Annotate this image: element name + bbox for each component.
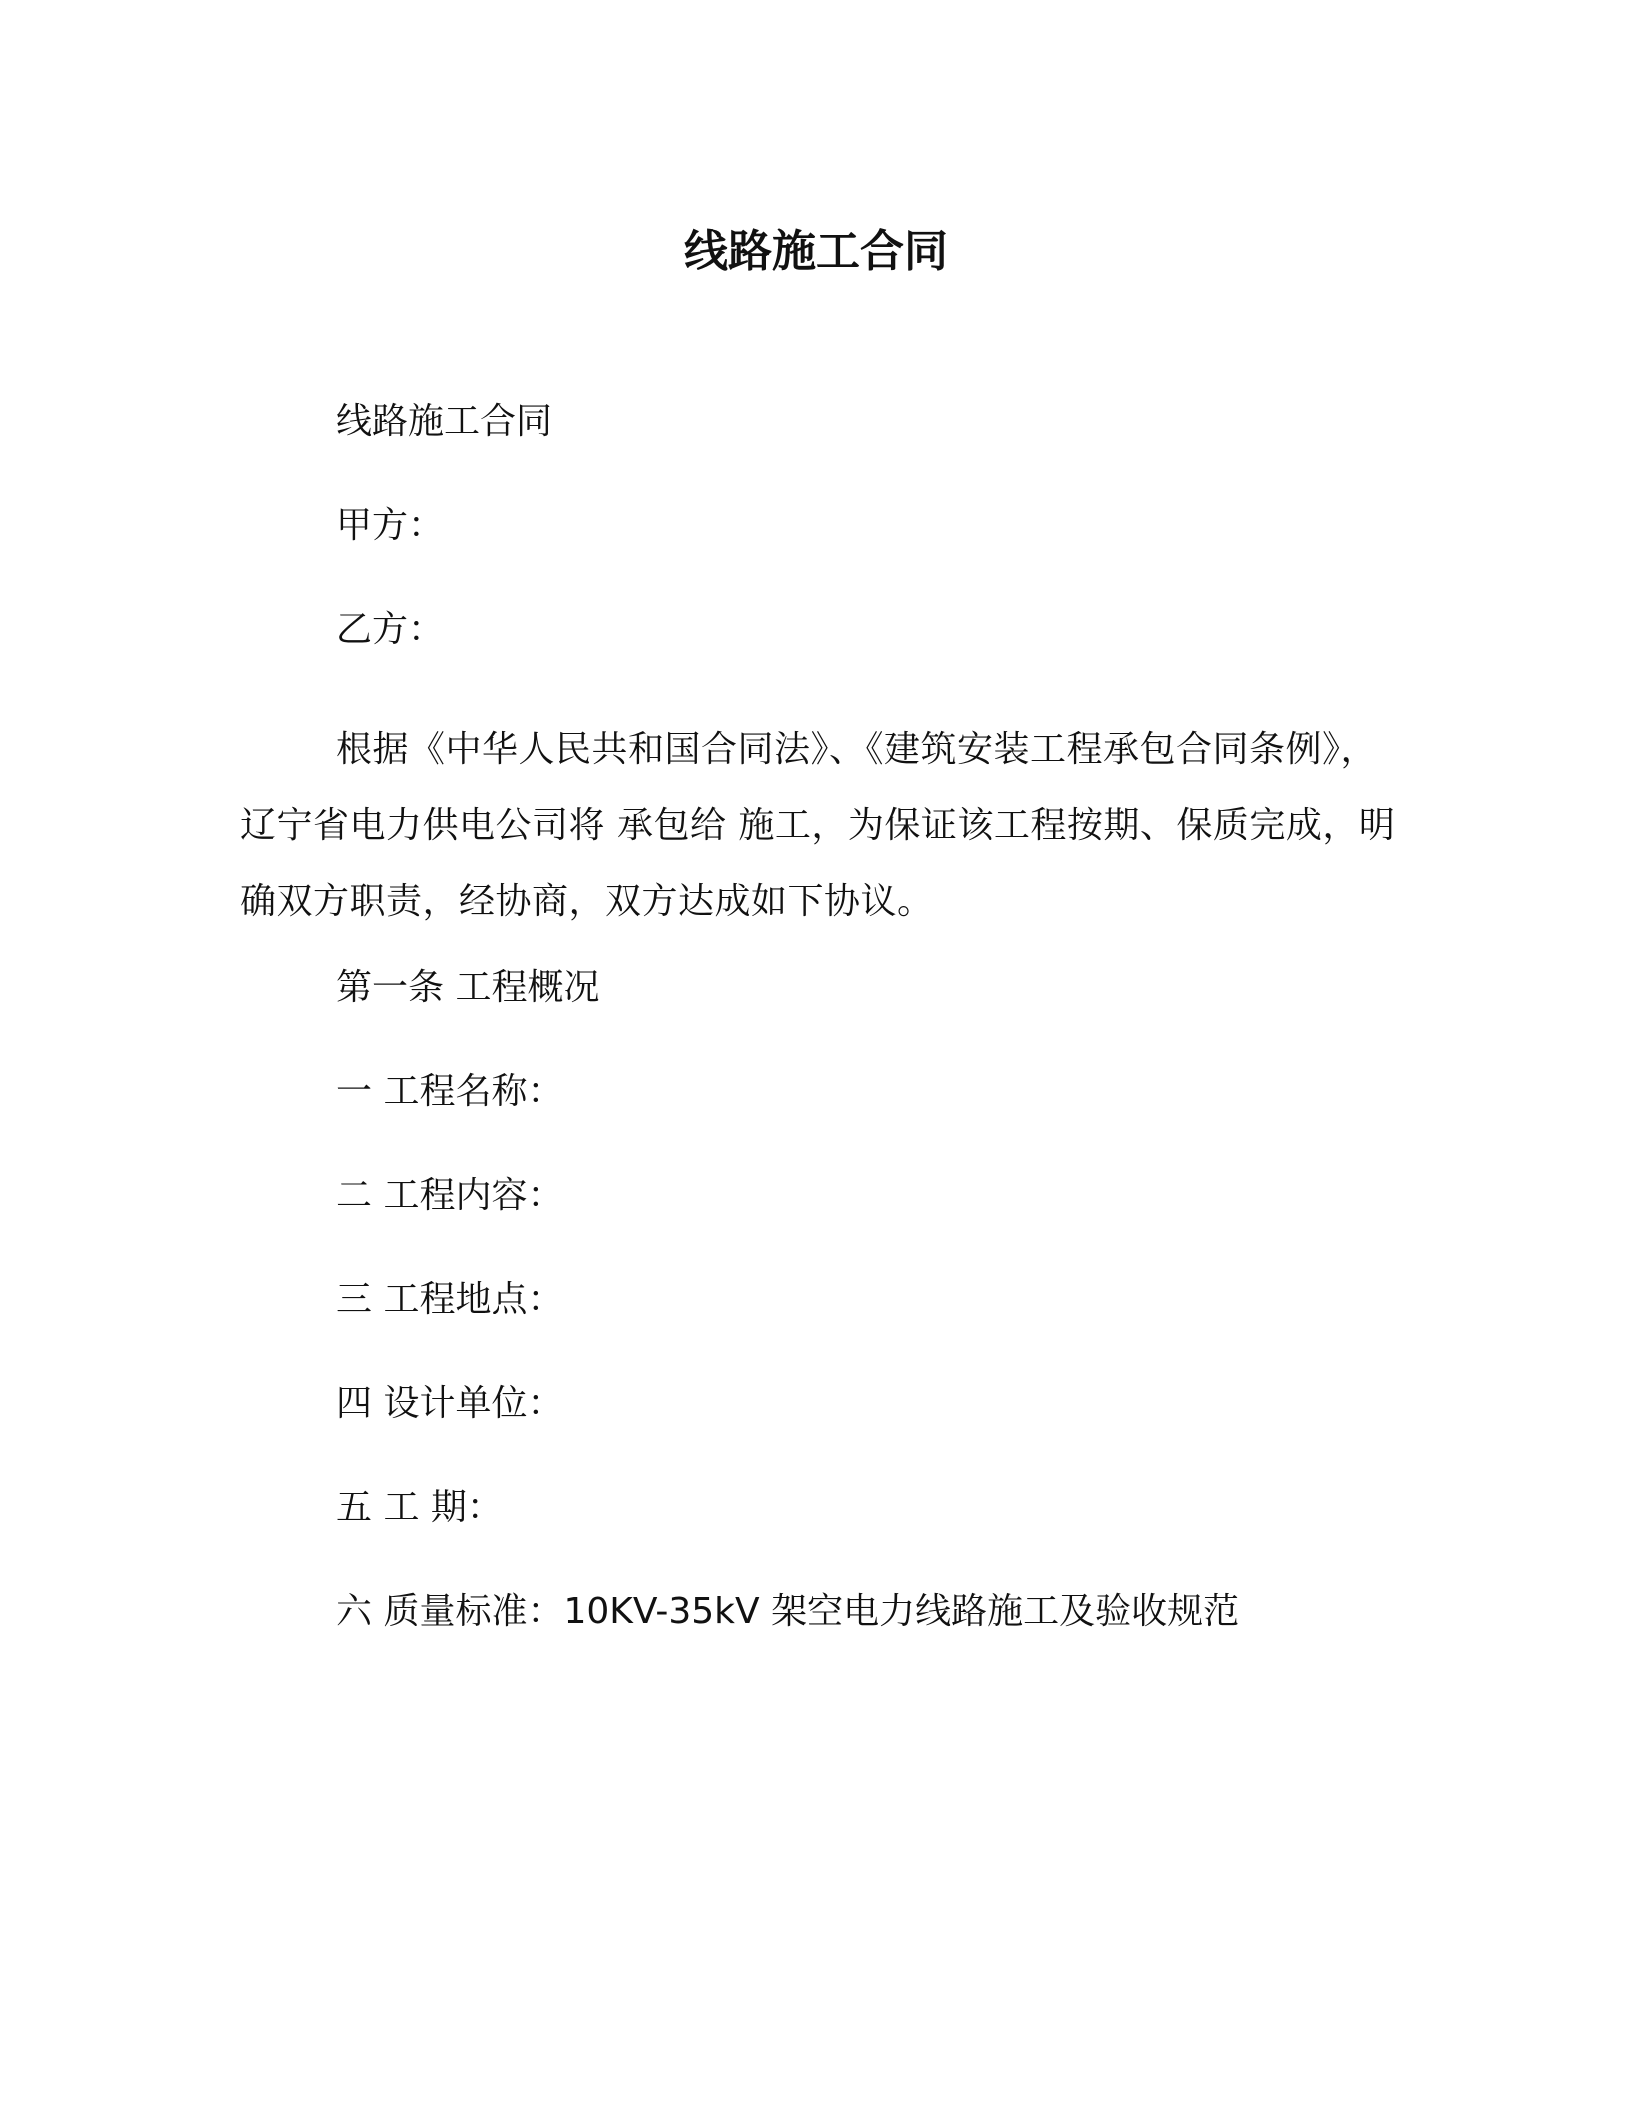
party-b-label: 乙方： (336, 609, 445, 650)
article-1-heading: 第一条 工程概况 (336, 967, 600, 1008)
duration-item: 五 工 期： (336, 1487, 503, 1528)
party-a-label: 甲方： (336, 505, 445, 546)
project-name-item: 一 工程名称： (336, 1071, 564, 1112)
project-content-item: 二 工程内容： (336, 1175, 564, 1216)
contract-subtitle: 线路施工合同 (336, 401, 553, 442)
quality-standard-item: 六 质量标准：10KV-35kV 架空电力线路施工及验收规范 (336, 1591, 1240, 1632)
project-location-item: 三 工程地点： (336, 1279, 564, 1320)
document-title: 线路施工合同 (684, 226, 948, 277)
design-unit-item: 四 设计单位： (336, 1383, 564, 1424)
preamble-paragraph: 根据《中华人民共和国合同法》、《建筑安装工程承包合同条例》，辽宁省电力供电公司将 承包给 施工，为保证该工程按期、保质完成，明确双方职责，经协商，双方达成如下协议。 (240, 729, 1396, 922)
